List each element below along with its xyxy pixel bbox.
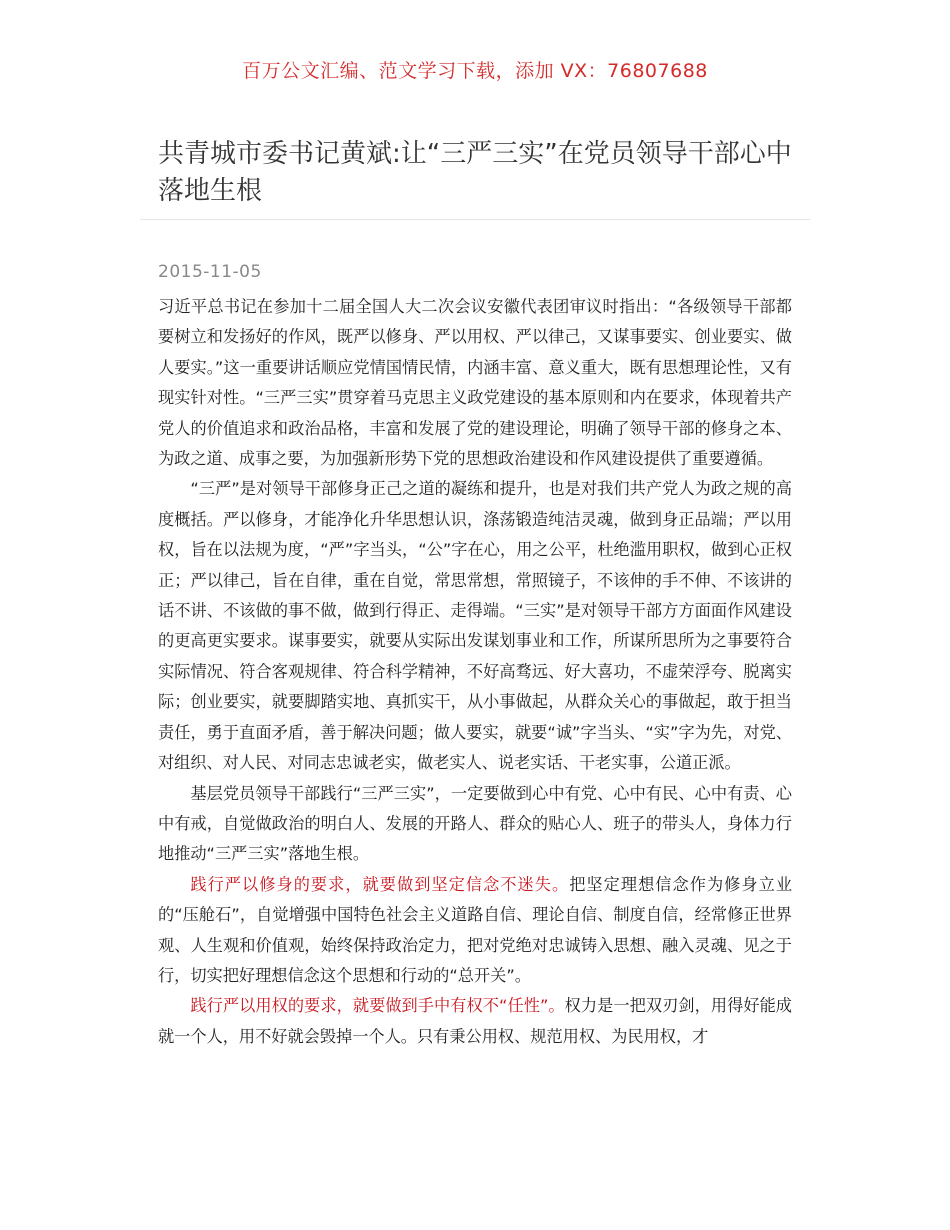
paragraph-5: [158, 991, 792, 1052]
article-body: [158, 292, 792, 1052]
article-title: 共青城市委书记黄斌:让“三严三实”在党员领导干部心中落地生根: [158, 139, 792, 206]
paragraph-5-lead: 践行严以用权的要求，就要做到手中有权不“任性”。: [190, 996, 565, 1016]
paragraph-4-lead: 践行严以修身的要求，就要做到坚定信念不迷失。: [190, 874, 570, 894]
promo-banner: 百万公文汇编、范文学习下载，添加 VX：76807688: [242, 60, 708, 82]
paragraph-2: “三严”是对领导干部修身正己之道的凝练和提升，也是对我们共产党人为政之规的高度概括。严以修身，才能净化升华思想认识，涤荡锻造纯洁灵魂，做到身正品端；严以用权，旨在以法规为度，“严”字当头，“公”字在心，用之公平，杜绝滥用职权，做到心正权正；严以律己，旨在自律，重在自觉，常思常想，常照镜子，不该伸的手不伸、不该讲的话不讲、不该做的事不做，做到行得正、走得端。“三实”是对领导干部方方面面作风建设的更高更实要求。谋事要实，就要从实际出发谋划事业和工作，所谋所思所为之事要符合实际情况、符合客观规律、符合科学精神，不好高骛远、好大喜功，不虚荣浮夸、脱离实际；创业要实，就要脚踏实地、真抓实干，从小事做起，从群众关心的事做起，敢于担当责任，勇于直面矛盾，善于解决问题；做人要实，就要“诚”字当头、“实”字为先，对党、对组织、对人民、对同志忠诚老实，做老实人、说老实话、干老实事，公道正派。: [158, 479, 792, 773]
paragraph-4-body: 把坚定理想信念作为修身立业的“压舱石”，自觉增强中国特色社会主义道路自信、理论自信、制度自信，经常修正世界观、人生观和价值观，始终保持政治定力，把对党绝对忠诚铸入思想、融入灵魂、见之于行，切实把好理想信念这个思想和行动的“总开关”。: [158, 874, 793, 985]
title-divider: [140, 219, 810, 220]
paragraph-5-body: 权力是一把双刃剑，用得好能成就一个人，用不好就会毁掉一个人。只有秉公用权、规范用权、为民用权，才: [158, 996, 792, 1046]
publish-date: 2015-11-05: [158, 262, 262, 282]
paragraph-3: 基层党员领导干部践行“三严三实”，一定要做到心中有党、心中有民、心中有责、心中有戒，自觉做政治的明白人、发展的开路人、群众的贴心人、班子的带头人，身体力行地推动“三严三实”落地生根。: [158, 783, 792, 864]
paragraph-1: 习近平总书记在参加十二届全国人大二次会议安徽代表团审议时指出：“各级领导干部都要树立和发扬好的作风，既严以修身、严以用权、严以律己，又谋事要实、创业要实、做人要实。”这一重要讲话顺应党情国情民情，内涵丰富、意义重大，既有思想理论性，又有现实针对性。“三严三实”贯穿着马克思主义政党建设的基本原则和内在要求，体现着共产党人的价值追求和政治品格，丰富和发展了党的建设理论，明确了领导干部的修身之本、为政之道、成事之要，为加强新形势下党的思想政治建设和作风建设提供了重要遵循。: [158, 297, 792, 469]
paragraph-4: [158, 870, 792, 992]
